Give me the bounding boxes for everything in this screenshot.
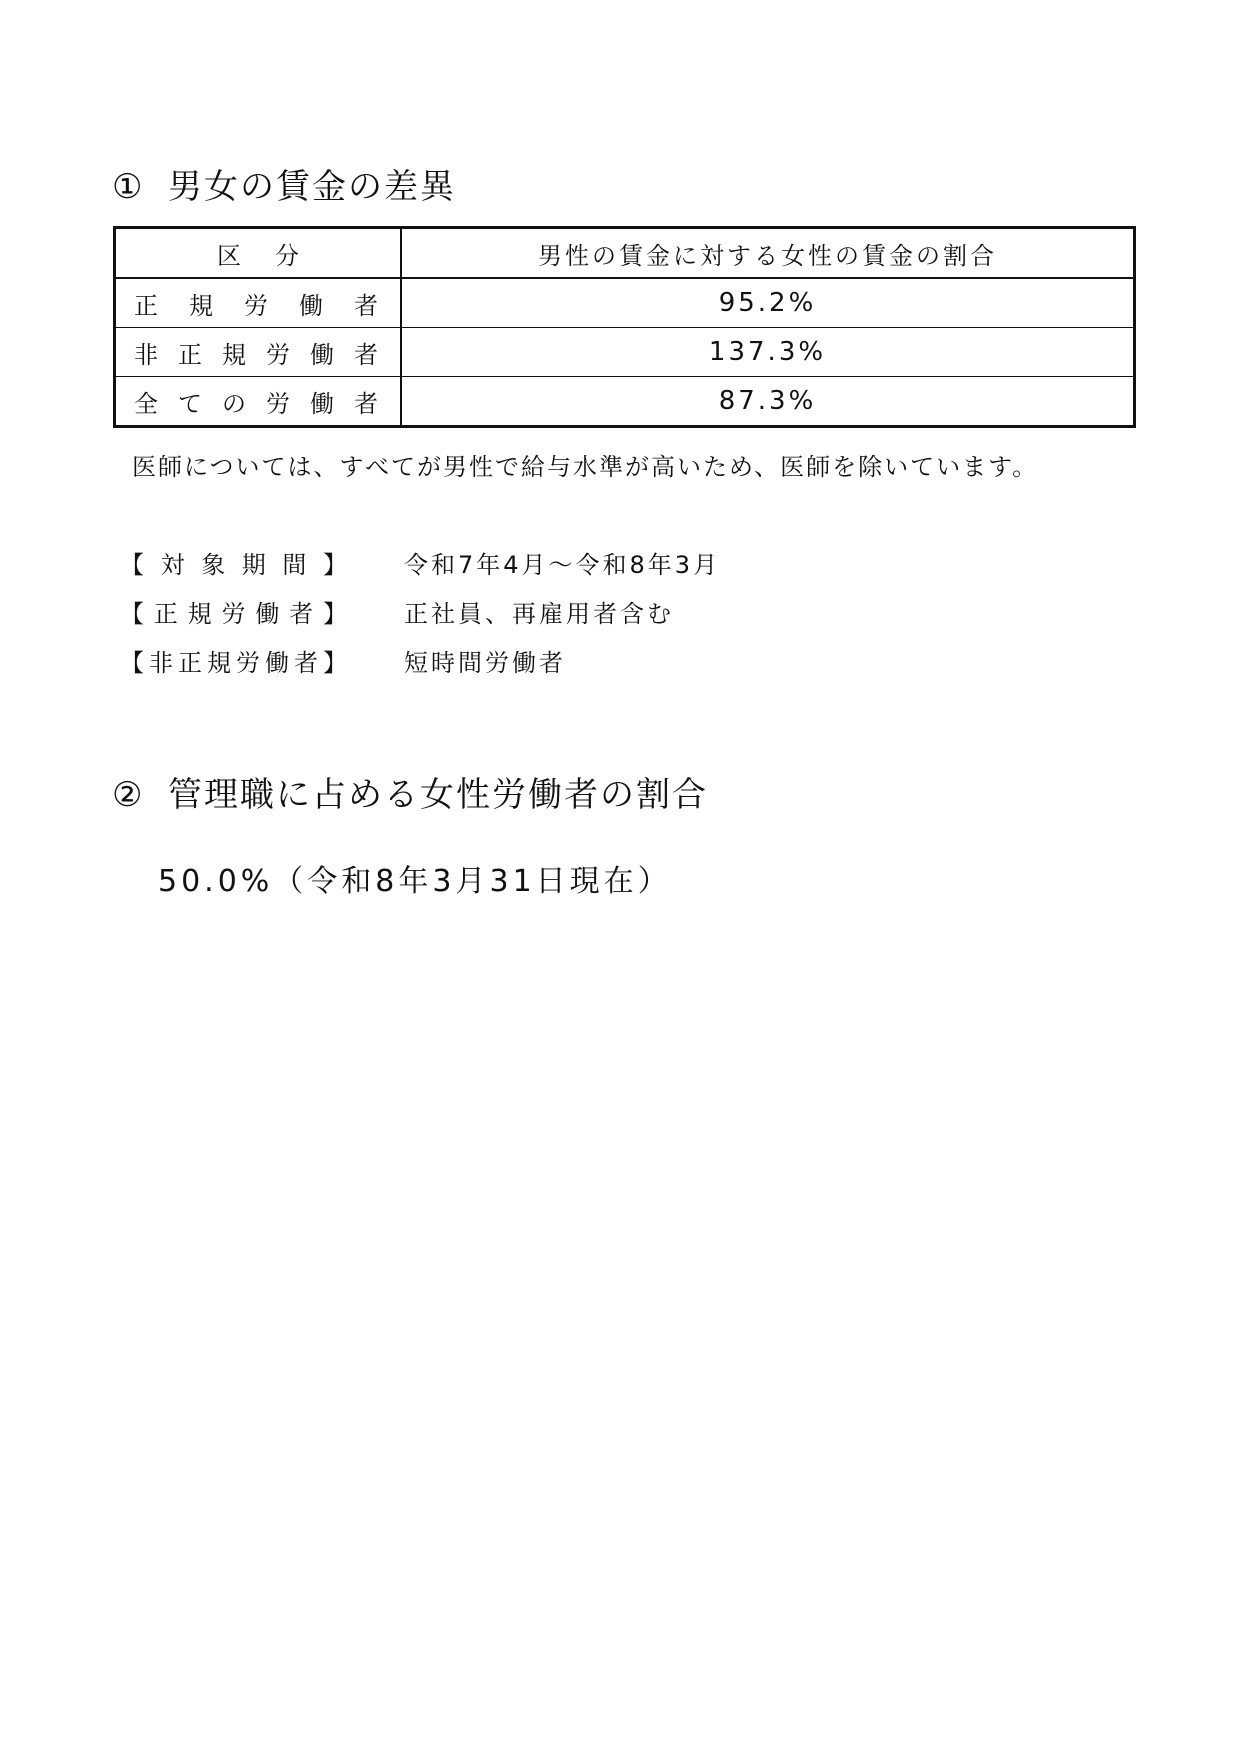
section-1-heading: 男女の賃金の差異 (168, 167, 456, 207)
row-value-regular: 95.2% (401, 278, 1135, 328)
info-row-regular (120, 594, 674, 629)
table-row (115, 377, 1135, 427)
info-row-nonregular (120, 643, 566, 678)
table-row (115, 278, 1135, 328)
info-value: 短時間労働者 (404, 649, 566, 677)
section-2-title (112, 775, 708, 815)
info-value: 正社員、再雇用者含む (404, 600, 674, 628)
info-row-period (120, 545, 720, 580)
row-category-all: 全ての労働者 (115, 377, 402, 427)
row-value-nonregular: 137.3% (401, 328, 1135, 377)
row-value-all: 87.3% (401, 377, 1135, 427)
info-key: 【正規労働者】 (120, 600, 349, 628)
manager-ratio-value: 50.0%（令和8年3月31日現在） (158, 864, 672, 899)
row-category-regular: 正規労働者 (115, 278, 402, 328)
section-2-heading: 管理職に占める女性労働者の割合 (168, 775, 708, 815)
table-row (115, 328, 1135, 377)
info-value: 令和7年4月～令和8年3月 (404, 551, 721, 579)
section-1-title (112, 167, 456, 207)
info-key: 【非正規労働者】 (120, 649, 348, 677)
table-header-row (115, 228, 1135, 279)
section-2-number: ② (112, 775, 145, 815)
info-key: 【対象期間】 (120, 551, 349, 579)
table-note: 医師については、すべてが男性で給与水準が高いため、医師を除いています。 (132, 453, 1039, 481)
section-1-number: ① (112, 167, 145, 207)
wage-gap-table (113, 226, 1136, 428)
header-category: 区分 (115, 228, 402, 279)
header-ratio: 男性の賃金に対する女性の賃金の割合 (401, 228, 1135, 279)
row-category-nonregular: 非正規労働者 (115, 328, 402, 377)
